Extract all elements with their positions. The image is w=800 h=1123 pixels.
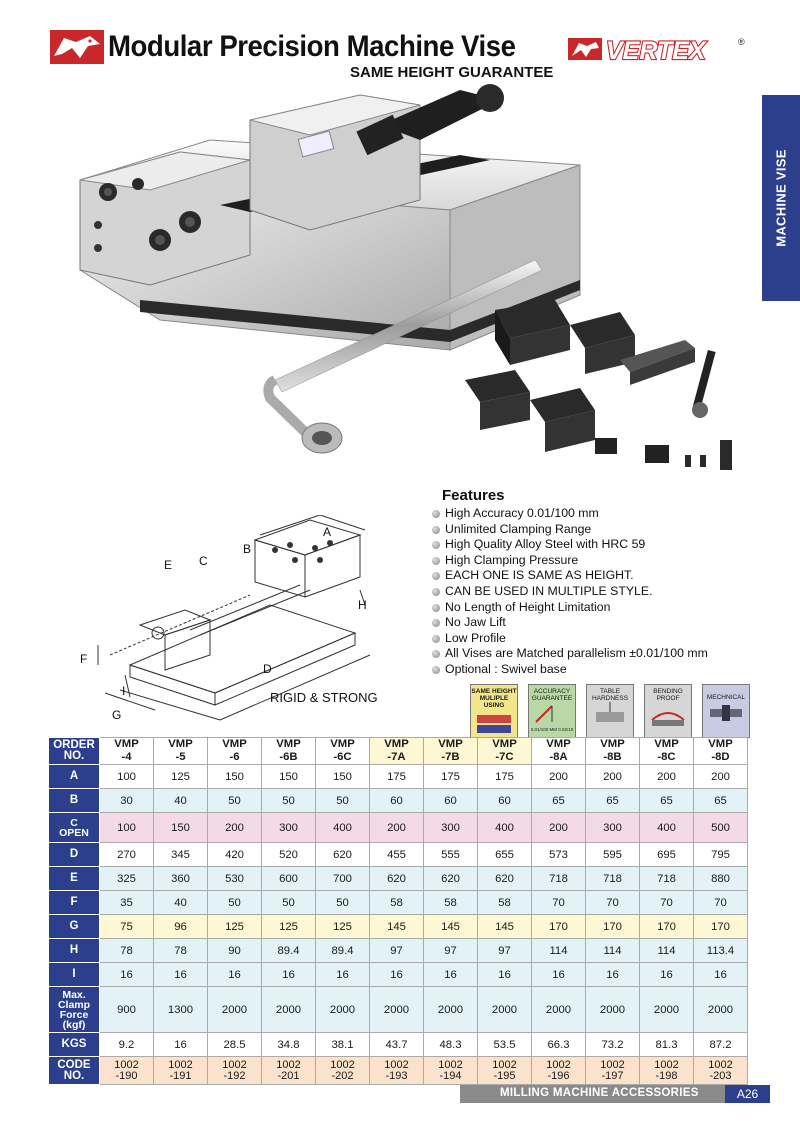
table-cell: 125 [208,915,262,939]
table-row [49,987,748,1033]
mechanical-badge: MECHNICAL [702,684,750,738]
table-cell: 50 [316,789,370,813]
table-cell: 97 [424,939,478,963]
feature-item: Optional : Swivel base [432,662,772,678]
table-row [49,813,748,843]
table-cell: 58 [424,891,478,915]
bending-proof-badge: BENDING PROOF [644,684,692,738]
dim-label-d: D [263,662,272,676]
table-cell: 16 [316,963,370,987]
table-cell: 718 [586,867,640,891]
code-cell: 1002 -201 [262,1057,316,1085]
row-header: A [49,765,100,789]
table-cell: 113.4 [694,939,748,963]
table-cell: 114 [586,939,640,963]
table-cell: 2000 [262,987,316,1033]
table-cell: 96 [154,915,208,939]
table-cell: 620 [316,843,370,867]
table-cell: 2000 [316,987,370,1033]
feature-item: No Length of Height Limitation [432,600,772,616]
page-footer [460,1085,770,1103]
features-heading: Features [442,487,505,504]
model-header-cell: VMP -5 [154,738,208,765]
table-cell: 43.7 [370,1033,424,1057]
table-cell: 81.3 [640,1033,694,1057]
code-cell: 1002 -195 [478,1057,532,1085]
table-row [49,1033,748,1057]
table-cell: 620 [370,867,424,891]
same-height-badge: SAME HEIGHT MULIPLE USING [470,684,518,738]
code-cell: 1002 -192 [208,1057,262,1085]
table-row [49,939,748,963]
table-cell: 125 [262,915,316,939]
side-tab-label: MACHINE VISE [773,149,789,247]
table-row [49,915,748,939]
table-cell: 900 [100,987,154,1033]
table-cell: 175 [370,765,424,789]
table-cell: 270 [100,843,154,867]
table-cell: 200 [694,765,748,789]
table-cell: 2000 [370,987,424,1033]
dim-label-h: H [358,598,367,612]
table-cell: 2000 [586,987,640,1033]
table-cell: 555 [424,843,478,867]
table-cell: 200 [532,813,586,843]
row-header: G [49,915,100,939]
code-cell: 1002 -193 [370,1057,424,1085]
dim-label-i: I [122,684,126,698]
table-cell: 595 [586,843,640,867]
feature-item: No Jaw Lift [432,615,772,631]
table-cell: 200 [370,813,424,843]
table-cell: 400 [316,813,370,843]
table-cell: 50 [262,789,316,813]
table-cell: 53.5 [478,1033,532,1057]
code-cell: 1002 -198 [640,1057,694,1085]
feature-item: High Quality Alloy Steel with HRC 59 [432,537,772,553]
table-cell: 87.2 [694,1033,748,1057]
table-cell: 40 [154,789,208,813]
table-row [49,843,748,867]
table-cell: 695 [640,843,694,867]
row-header: KGS [49,1033,100,1057]
table-cell: 16 [370,963,424,987]
table-cell: 89.4 [262,939,316,963]
model-header-cell: VMP -8C [640,738,694,765]
table-cell: 89.4 [316,939,370,963]
eagle-logo-icon [50,30,104,64]
table-cell: 35 [100,891,154,915]
code-cell: 1002 -194 [424,1057,478,1085]
code-cell: 1002 -190 [100,1057,154,1085]
table-cell: 170 [586,915,640,939]
table-cell: 9.2 [100,1033,154,1057]
table-cell: 65 [640,789,694,813]
table-cell: 2000 [532,987,586,1033]
table-row [49,891,748,915]
table-cell: 100 [100,765,154,789]
table-cell: 718 [640,867,694,891]
table-cell: 1300 [154,987,208,1033]
dim-label-f: F [80,652,88,666]
table-cell: 16 [424,963,478,987]
model-header-cell: VMP -7C [478,738,532,765]
model-header-cell: VMP -6 [208,738,262,765]
table-cell: 16 [694,963,748,987]
row-header: B [49,789,100,813]
table-cell: 16 [154,963,208,987]
table-cell: 795 [694,843,748,867]
table-cell: 78 [100,939,154,963]
code-cell: 1002 -196 [532,1057,586,1085]
table-cell: 16 [586,963,640,987]
table-cell: 38.1 [316,1033,370,1057]
table-cell: 50 [316,891,370,915]
feature-item: High Clamping Pressure [432,553,772,569]
table-cell: 75 [100,915,154,939]
table-cell: 600 [262,867,316,891]
table-cell: 200 [640,765,694,789]
features-list [432,506,772,678]
table-cell: 520 [262,843,316,867]
table-cell: 40 [154,891,208,915]
model-header-cell: VMP -6B [262,738,316,765]
product-photo [60,80,760,480]
table-cell: 325 [100,867,154,891]
table-row [49,867,748,891]
brand-text: VERTEX [606,37,706,64]
table-cell: 114 [532,939,586,963]
stacked-vises-icon [474,709,514,739]
table-row [49,765,748,789]
table-cell: 170 [640,915,694,939]
page-title: Modular Precision Machine Vise [108,30,516,63]
dim-label-c: C [199,554,208,568]
section-side-tab [762,95,800,301]
table-cell: 700 [316,867,370,891]
table-cell: 60 [478,789,532,813]
table-cell: 620 [424,867,478,891]
model-header-cell: VMP -8D [694,738,748,765]
table-cell: 97 [370,939,424,963]
table-cell: 28.5 [208,1033,262,1057]
model-header-cell: VMP -7A [370,738,424,765]
table-cell: 16 [208,963,262,987]
table-cell: 58 [370,891,424,915]
model-header-cell: VMP -4 [100,738,154,765]
table-cell: 58 [478,891,532,915]
table-cell: 400 [640,813,694,843]
code-cell: 1002 -202 [316,1057,370,1085]
model-header-cell: VMP -8A [532,738,586,765]
table-cell: 60 [370,789,424,813]
table-cell: 2000 [424,987,478,1033]
table-cell: 2000 [478,987,532,1033]
table-cell: 16 [100,963,154,987]
table-cell: 30 [100,789,154,813]
table-cell: 145 [478,915,532,939]
table-cell: 16 [532,963,586,987]
table-cell: 97 [478,939,532,963]
model-header-cell: VMP -7B [424,738,478,765]
table-cell: 500 [694,813,748,843]
code-cell: 1002 -191 [154,1057,208,1085]
table-cell: 16 [478,963,532,987]
table-cell: 90 [208,939,262,963]
feature-item: EACH ONE IS SAME AS HEIGHT. [432,568,772,584]
table-cell: 34.8 [262,1033,316,1057]
row-header: C OPEN [49,813,100,843]
table-cell: 420 [208,843,262,867]
feature-item: Unlimited Clamping Range [432,522,772,538]
features-section [432,487,772,678]
table-cell: 2000 [208,987,262,1033]
table-cell: 175 [424,765,478,789]
dim-label-g: G [112,708,122,722]
table-row [49,963,748,987]
page-subtitle: SAME HEIGHT GUARANTEE [350,64,554,81]
table-cell: 360 [154,867,208,891]
table-cell: 65 [586,789,640,813]
table-hardness-badge: TABLE HARDNESS [586,684,634,738]
table-cell: 655 [478,843,532,867]
table-cell: 2000 [694,987,748,1033]
feature-item: High Accuracy 0.01/100 mm [432,506,772,522]
table-cell: 65 [532,789,586,813]
row-header: F [49,891,100,915]
mechanical-icon [706,701,746,725]
table-cell: 400 [478,813,532,843]
table-cell: 200 [586,765,640,789]
table-cell: 300 [424,813,478,843]
table-cell: 125 [316,915,370,939]
table-cell: 170 [532,915,586,939]
table-cell: 150 [262,765,316,789]
page-number: A26 [725,1085,770,1103]
row-header: CODE NO. [49,1057,100,1085]
table-cell: 530 [208,867,262,891]
table-cell: 170 [694,915,748,939]
table-cell: 345 [154,843,208,867]
code-cell: 1002 -197 [586,1057,640,1085]
table-cell: 145 [370,915,424,939]
table-cell: 48.3 [424,1033,478,1057]
footer-section-label: MILLING MACHINE ACCESSORIES [500,1087,699,1099]
dim-label-a: A [323,525,332,539]
table-cell: 150 [208,765,262,789]
table-cell: 125 [154,765,208,789]
accuracy-gauge-icon [532,702,572,724]
row-header: D [49,843,100,867]
code-cell: 1002 -203 [694,1057,748,1085]
spec-table [48,737,748,1085]
table-header-row [49,738,748,765]
row-header: ORDER NO. [49,738,100,765]
table-cell: 50 [262,891,316,915]
table-cell: 2000 [640,987,694,1033]
table-cell: 300 [262,813,316,843]
table-cell: 16 [262,963,316,987]
table-cell: 70 [694,891,748,915]
table-cell: 65 [694,789,748,813]
svg-text:®: ® [738,37,745,47]
table-cell: 300 [586,813,640,843]
page-header [50,28,770,88]
table-cell: 145 [424,915,478,939]
table-cell: 718 [532,867,586,891]
table-cell: 50 [208,891,262,915]
row-header: H [49,939,100,963]
table-cell: 66.3 [532,1033,586,1057]
bending-icon [648,702,688,730]
table-cell: 100 [100,813,154,843]
row-header: I [49,963,100,987]
vertex-brand-logo [566,34,746,64]
table-cell: 70 [640,891,694,915]
table-cell: 150 [316,765,370,789]
feature-item: CAN BE USED IN MULTIPLE STYLE. [432,584,772,600]
table-cell: 60 [424,789,478,813]
table-cell: 78 [154,939,208,963]
table-cell: 16 [154,1033,208,1057]
dim-label-e: E [164,558,173,572]
table-cell: 50 [208,789,262,813]
table-row [49,789,748,813]
diagram-caption: RIGID & STRONG [270,690,378,705]
feature-badges [470,684,752,740]
code-row [49,1057,748,1085]
model-header-cell: VMP -8B [586,738,640,765]
table-cell: 175 [478,765,532,789]
dim-label-b: B [243,542,252,556]
feature-item: All Vises are Matched parallelism ±0.01/100 mm [432,646,772,662]
table-cell: 70 [532,891,586,915]
table-cell: 150 [154,813,208,843]
model-header-cell: VMP -6C [316,738,370,765]
table-cell: 114 [640,939,694,963]
hardness-icon [590,702,630,730]
row-header: E [49,867,100,891]
table-cell: 455 [370,843,424,867]
table-cell: 70 [586,891,640,915]
feature-item: Low Profile [432,631,772,647]
table-cell: 200 [208,813,262,843]
table-cell: 73.2 [586,1033,640,1057]
accuracy-badge: ACCURACY GUARANTEE 0.01/100 MM 0.02/10 [528,684,576,738]
table-cell: 880 [694,867,748,891]
row-header: Max. Clamp Force (kgf) [49,987,100,1033]
vise-clamp-set [465,300,732,470]
table-cell: 200 [532,765,586,789]
table-cell: 620 [478,867,532,891]
table-cell: 573 [532,843,586,867]
table-cell: 16 [640,963,694,987]
